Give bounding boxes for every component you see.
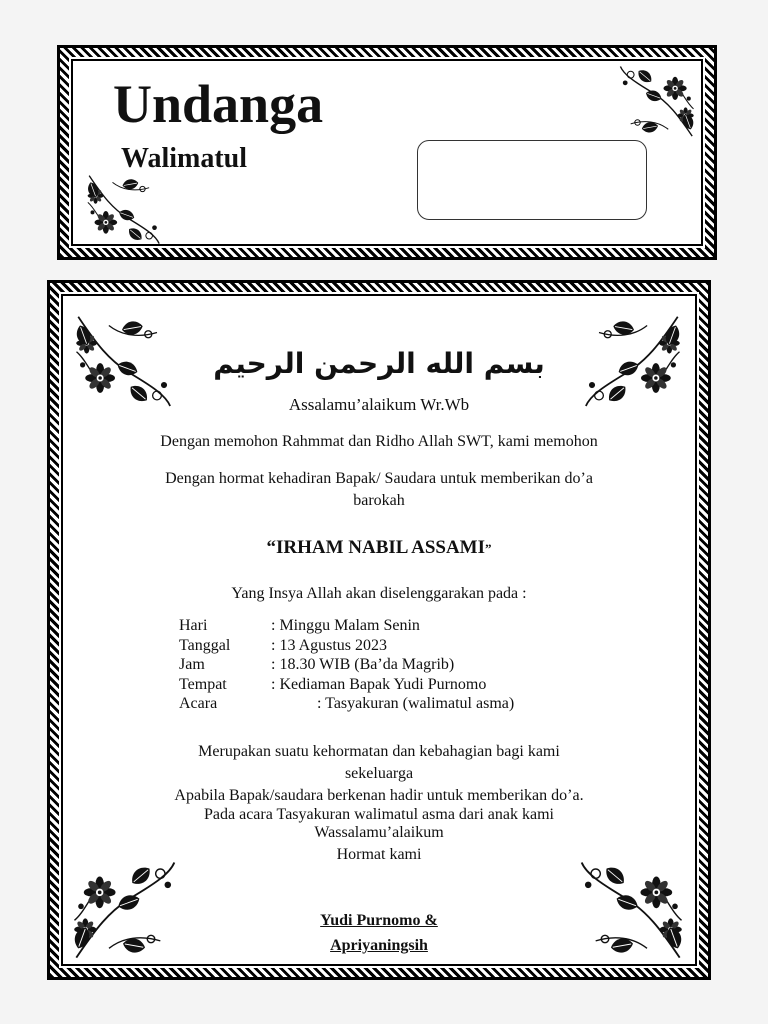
schedule-intro: Yang Insya Allah akan diselenggarakan pada : — [231, 585, 527, 602]
detail-value: : Kediaman Bapak Yudi Purnomo — [271, 675, 487, 693]
child-name-text: “IRHAM NABIL ASSAMI — [266, 537, 486, 558]
honor-line: Apabila Bapak/saudara berkenan hadir untuk memberikan do’a. — [174, 787, 584, 804]
basmala-calligraphy: بسم الله الرحمن الرحيم — [213, 347, 545, 380]
child-name — [47, 538, 711, 559]
detail-label: Hari — [179, 617, 208, 634]
honor-paragraph — [47, 741, 711, 807]
floral-corner-icon — [75, 169, 170, 249]
detail-value: : 13 Agustus 2023 — [271, 636, 388, 654]
detail-row — [179, 636, 514, 656]
floral-corner-icon — [617, 61, 699, 143]
salutation: Assalamu’alaikum Wr.Wb — [288, 395, 470, 414]
clipped-event-line: Pada acara Tasyakuran walimatul asma dari anak kami — [204, 806, 554, 823]
detail-label: Jam — [179, 656, 205, 673]
detail-label: Tanggal — [179, 636, 231, 654]
detail-value: : Minggu Malam Senin — [271, 617, 420, 634]
detail-row — [179, 675, 514, 695]
detail-row — [179, 655, 514, 675]
honor-line: Merupakan suatu kehormatan dan kebahagian bagi kami — [198, 743, 560, 760]
request-line: barokah — [353, 492, 405, 509]
detail-row — [179, 694, 514, 714]
detail-row — [179, 616, 514, 636]
honor-line: sekeluarga — [344, 765, 414, 782]
event-details — [179, 616, 514, 714]
envelope-subtitle: Walimatul — [121, 143, 248, 174]
address-box — [417, 140, 647, 220]
invitation-letter — [47, 280, 711, 980]
signer-name: Apriyaningsih — [330, 937, 428, 954]
closing-block — [47, 822, 711, 866]
detail-value: : Tasyakuran (walimatul asma) — [317, 695, 515, 712]
closing-greeting: Wassalamu’alaikum — [314, 824, 444, 841]
envelope-title: Undanga — [113, 74, 324, 134]
request-line: Dengan hormat kehadiran Bapak/ Saudara untuk memberikan do’a — [165, 470, 593, 487]
signer-name: Yudi Purnomo & — [320, 912, 438, 929]
envelope-card — [57, 45, 717, 260]
regards: Hormat kami — [336, 846, 422, 863]
signers — [47, 908, 711, 958]
intro-line: Dengan memohon Rahmmat dan Ridho Allah SWT, kami memohon — [160, 433, 598, 450]
detail-label: Acara — [179, 695, 218, 712]
request-paragraph — [47, 468, 711, 512]
closing-quote: ” — [485, 541, 492, 556]
detail-label: Tempat — [179, 675, 227, 693]
detail-value: : 18.30 WIB (Ba’da Magrib) — [271, 656, 455, 673]
